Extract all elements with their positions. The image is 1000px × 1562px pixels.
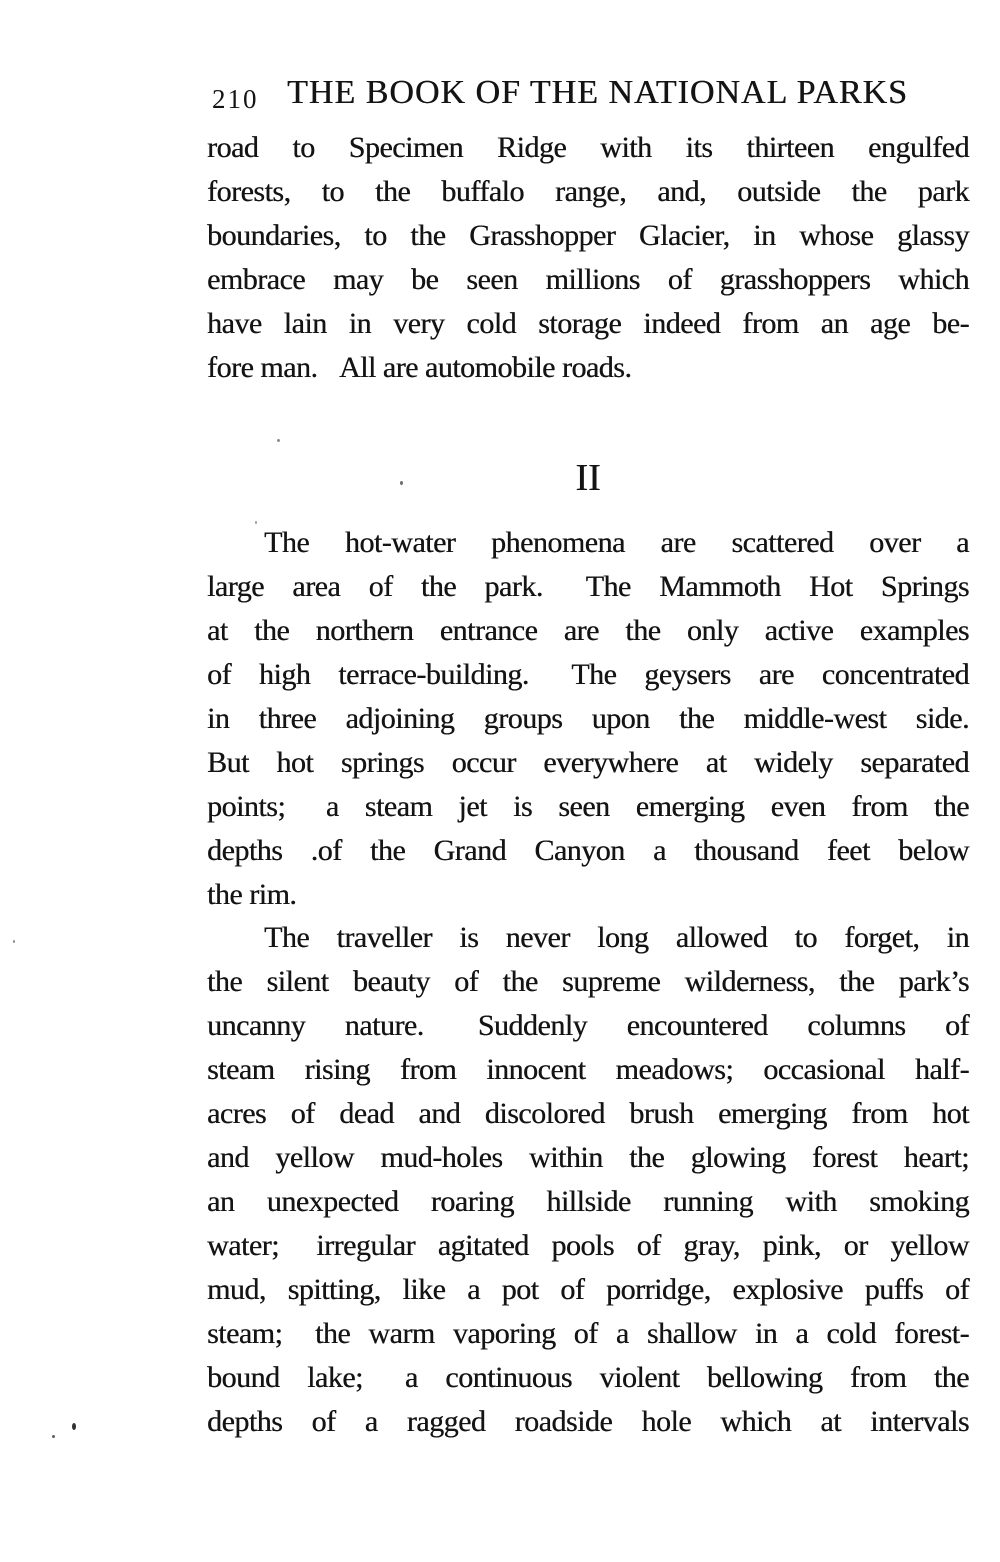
text-line: the rim.	[207, 878, 297, 911]
paragraph-traveller	[207, 916, 969, 1444]
text-line: fore man. All are automobile roads.	[207, 351, 632, 384]
header-title: THE BOOK OF THE NATIONAL PARKS	[287, 74, 908, 111]
text-line: boundaries, to the Grasshopper Glacier, in whose glassy	[207, 219, 969, 252]
text-line: But hot springs occur everywhere at widely separated	[207, 746, 969, 779]
ink-speck	[255, 521, 257, 524]
text-line: at the northern entrance are the only active examples	[207, 614, 969, 647]
text-line: steam rising from innocent meadows; occasional half-	[207, 1053, 969, 1086]
paragraph-continuation	[207, 126, 969, 390]
paragraph-hot-water-phenomena	[207, 521, 969, 917]
text-line: The hot-water phenomena are scattered over a	[264, 526, 969, 559]
ink-speck	[277, 439, 280, 442]
text-line: mud, spitting, like a pot of porridge, explosive puffs of	[207, 1273, 969, 1306]
text-line: an unexpected roaring hillside running with smoking	[207, 1185, 969, 1218]
text-line: and yellow mud-holes within the glowing forest heart;	[207, 1141, 969, 1174]
text-line: in three adjoining groups upon the middle-west side.	[207, 702, 969, 735]
text-line: bound lake; a continuous violent bellowing from the	[207, 1361, 969, 1394]
text-column	[207, 0, 969, 1562]
ink-speck	[13, 940, 15, 943]
text-line: points; a steam jet is seen emerging even from the	[207, 790, 969, 823]
text-line: embrace may be seen millions of grasshoppers which	[207, 263, 969, 296]
text-line: steam; the warm vaporing of a shallow in a cold forest-	[207, 1317, 969, 1350]
text-line: forests, to the buffalo range, and, outside the park	[207, 175, 969, 208]
text-line: depths .of the Grand Canyon a thousand feet below	[207, 834, 969, 867]
text-line: have lain in very cold storage indeed from an age be-	[207, 307, 969, 340]
text-line: uncanny nature. Suddenly encountered columns of	[207, 1009, 969, 1042]
ink-speck	[400, 481, 403, 485]
text-line: The traveller is never long allowed to forget, in	[264, 921, 969, 954]
text-line: acres of dead and discolored brush emerging from hot	[207, 1097, 969, 1130]
ink-speck	[72, 1423, 76, 1430]
text-line: road to Specimen Ridge with its thirteen engulfed	[207, 131, 969, 164]
section-heading-numeral: II	[575, 457, 601, 499]
text-line: the silent beauty of the supreme wilderness, the park’s	[207, 965, 969, 998]
text-line: of high terrace-building. The geysers are concentrated	[207, 658, 969, 691]
running-header	[207, 74, 969, 118]
text-line: large area of the park. The Mammoth Hot Springs	[207, 570, 969, 603]
page-number: 210	[212, 84, 259, 114]
text-line: depths of a ragged roadside hole which at intervals	[207, 1405, 969, 1438]
text-line: water; irregular agitated pools of gray, pink, or yellow	[207, 1229, 969, 1262]
ink-speck	[52, 1435, 55, 1438]
